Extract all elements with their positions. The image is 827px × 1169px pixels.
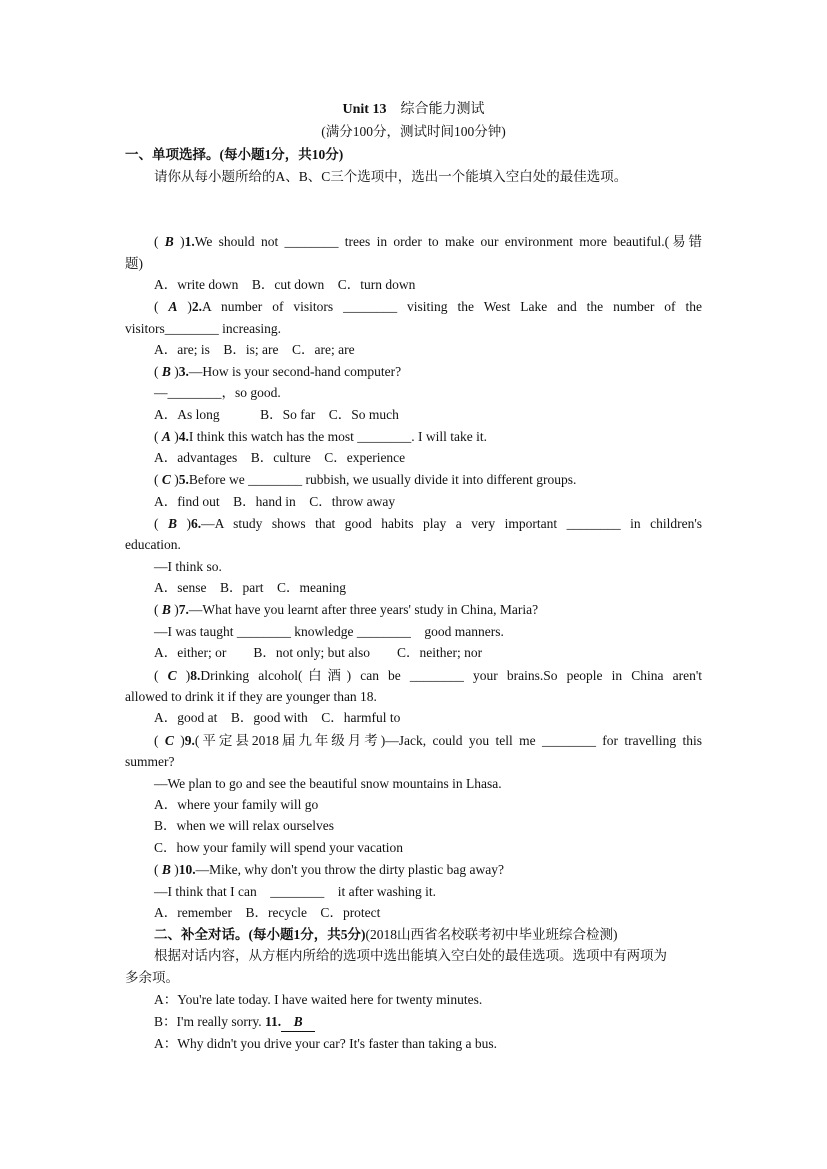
answer-4: A [161,429,171,444]
question-10: ( B )10.—Mike, why don't you throw the dirty plastic bag away? [154,862,505,877]
question-3: ( B )3.—How is your second-hand computer? [154,364,402,379]
question-9-option-a: A．where your family will go [154,797,319,812]
section2-source: (2018山西省名校联考初中毕业班综合检测) [365,927,618,942]
question-6-options: A．sense B．part C．meaning [154,580,346,595]
question-6-reply: —I think so. [154,559,222,574]
answer-1: B [164,234,174,249]
question-9: ( C )9.(平定县2018届九年级月考)—Jack, could you tell me ________ for travelling this [154,733,703,748]
answer-9: C [164,733,174,748]
answer-8: C [167,668,177,683]
section2-heading: 二、补全对话。(每小题1分，共5分)(2018山西省名校联考初中毕业班综合检测) [154,927,618,942]
question-10-options: A．remember B．recycle C．protect [154,905,381,920]
question-8: ( C )8.Drinking alcohol(白酒) can be ________ your brains.So people in China aren't [154,668,703,683]
answer-7: B [161,602,171,617]
question-4: ( A )4.I think this watch has the most ________. I will take it. [154,429,487,444]
answer-5: C [161,472,171,487]
unit-label: Unit 13 [342,102,387,117]
question-1: ( B )1.We should not ________ trees in order to make our environment more beautiful.(易错 [154,234,703,249]
question-7-options: A．either; or B．not only; but also C．neither; nor [154,645,483,660]
section1-heading: 一、单项选择。(每小题1分，共10分) [125,147,344,162]
question-5-options: A．find out B．hand in C．throw away [154,494,396,509]
question-1-options: A．write down B．cut down C．turn down [154,277,416,292]
section1-instruction: 请你从每小题所给的A、B、C三个选项中，选出一个能填入空白处的最佳选项。 [154,169,628,184]
question-5: ( C )5.Before we ________ rubbish, we usually divide it into different groups. [154,472,577,487]
page-title [0,101,827,119]
question-9-option-c: C．how your family will spend your vacation [154,840,403,855]
dialog-line: A：You're late today. I have waited here for twenty minutes. [154,992,483,1007]
dialog-line: B：I'm really sorry. 11. B [154,1013,702,1032]
question-1-cont: 题) [125,256,143,271]
title-text: 综合能力测试 [400,102,485,117]
section2-instruction: 根据对话内容，从方框内所给的选项中选出能填入空白处的最佳选项。选项中有两项为 [154,948,667,963]
page-subtitle: (满分100分，测试时间100分钟) [321,124,506,139]
answer-6: B [167,516,177,531]
answer-2: A [168,299,178,314]
question-8-cont: allowed to drink it if they are younger than 18. [125,689,377,704]
question-9-reply: —We plan to go and see the beautiful snow mountains in Lhasa. [154,776,502,791]
question-2: ( A )2.A number of visitors ________ visiting the West Lake and the number of the [154,299,702,314]
question-2-options: A．are; is B．is; are C．are; are [154,342,355,357]
question-9-option-b: B．when we will relax ourselves [154,818,334,833]
question-6-cont: education. [125,537,181,552]
question-8-options: A．good at B．good with C．harmful to [154,710,401,725]
question-3-options: A．As long B．So far C．So much [154,407,399,422]
dialog-line: A：Why didn't you drive your car? It's faster than taking a bus. [154,1036,498,1051]
question-2-cont: visitors________ increasing. [125,321,281,336]
answer-3: B [161,364,171,379]
question-7-cont: —I was taught ________ knowledge ________ good manners. [154,624,504,639]
question-6: ( B )6.—A study shows that good habits play a very important ________ in children's [154,516,703,531]
answer-11: B [281,1013,315,1032]
question-10-cont: —I think that I can ________ it after washing it. [154,884,436,899]
question-4-options: A．advantages B．culture C．experience [154,450,406,465]
question-7: ( B )7.—What have you learnt after three years' study in China, Maria? [154,602,539,617]
question-3-cont: —________，so good. [154,385,281,400]
section2-instruction-cont: 多余项。 [125,970,179,985]
answer-10: B [161,862,171,877]
question-9-cont: summer? [125,754,175,769]
